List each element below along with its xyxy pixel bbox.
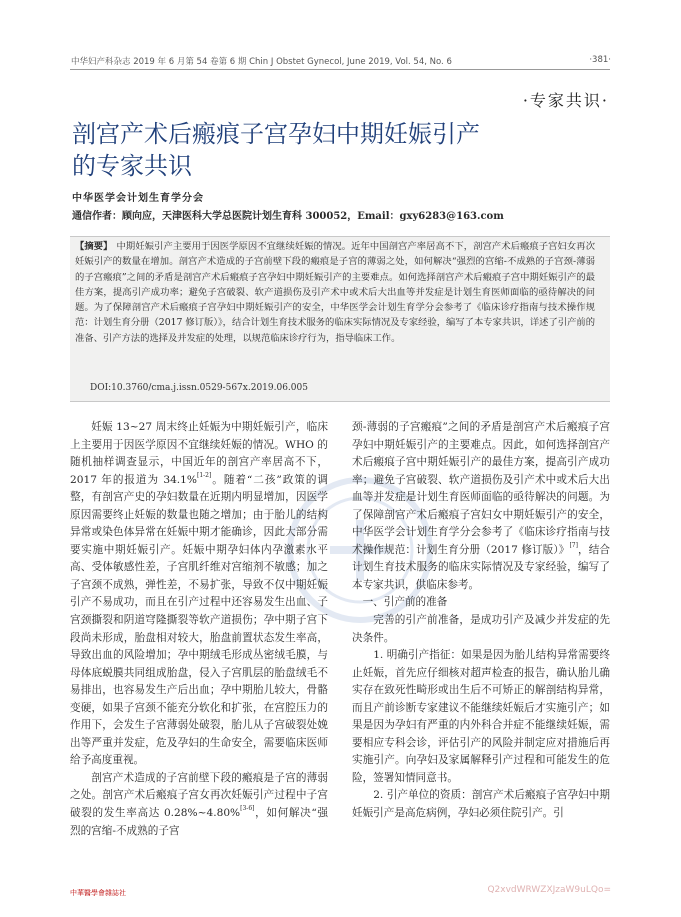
publisher-logo: 中華醫學會雜誌社 bbox=[70, 889, 126, 897]
author-group: 中华医学会计划生育学分会 bbox=[72, 193, 204, 204]
paragraph: 颈-薄弱的子宫瘢痕”之间的矛盾是剖宫产术后瘢痕子宫孕妇中期妊娠引产的主要难点。因此，如何选择剖宫产术后瘢痕子宫中期妊娠引产的最佳方案，提高引产成功率；避免子宫破裂、软产道损伤及引产术中或术后大出血等并发症是计划生育医师面临的亟待解决的问题。为了保障剖宫产术后瘢痕子宫妇女中期妊娠引产的安全，中华医学会计划生育学分会参考了《临床诊疗指南与技术操作规范：计划生育分册（2017 修订版）》[7]，结合计划生育技术服务的临床实际情况及专家经验，编写了本专家共识，供临床参考。 bbox=[352, 421, 611, 591]
paragraph: 完善的引产前准备，是成功引产及减少并发症的先决条件。 bbox=[352, 614, 610, 644]
paragraph: 2. 引产单位的资质：剖宫产术后瘢痕子宫孕妇中期妊娠引产是高危病例，孕妇必须住院引产。引 bbox=[352, 789, 610, 820]
body-column-left bbox=[70, 419, 328, 840]
abstract-label: 【摘要】 bbox=[75, 241, 113, 252]
correspondence-line: 通信作者：顾向应，天津医科大学总医院计划生育科 300052，Email：gxy6283@163.com bbox=[72, 211, 504, 222]
abstract-body: 中期妊娠引产主要用于因医学原因不宜继续妊娠的情况。近年中国剖宫产率居高不下，剖宫产术后瘢痕子宫妇女再次妊娠引产的数量在增加。剖宫产术造成的子宫前壁下段的瘢痕是子宫的薄弱之处，如何解决“强烈的宫缩-不成熟的子宫颈-薄弱的子宫瘢痕”之间的矛盾是剖宫产术后瘢痕子宫孕妇中期妊娠引产的主要难点。如何选择剖宫产术后瘢痕子宫中期妊娠引产的最佳方案，提高引产成功率；避免子宫破裂、软产道损伤及引产术中或术后大出血等并发症是计划生育医师面临的亟待解决的问题。为了保障剖宫产术后瘢痕子宫孕妇中期妊娠引产的安全，中华医学会计划生育学分会参考了《临床诊疗指南与技术操作规范：计划生育分册（2017 修订版）》，结合计划生育技术服务的临床实际情况及专家经验，编写了本专家共识，详述了引产前的准备、引产方法的选择及并发症的处理，以规范临床诊疗行为，指导临床工作。 bbox=[75, 241, 595, 344]
footer-code: Q2xvdWRWZXJzaW9uLQo= bbox=[487, 885, 611, 895]
article-title: 剖宫产术后瘢痕子宫孕妇中期妊娠引产的专家共识 bbox=[72, 120, 480, 180]
citation: [3-6] bbox=[240, 805, 255, 813]
abstract bbox=[75, 239, 595, 346]
paragraph: 妊娠 13~27 周末终止妊娠为中期妊娠引产，临床上主要用于因医学原因不宜继续妊娠的情况。WHO 的随机抽样调查显示，中国近年的剖宫产率居高不下，2017 年的报道为 34.1%[1-2]。随着“二孩”政策的调整，有剖宫产史的孕妇数量在近期内明显增加，因医学原因需要终止妊娠的数量也随之增加；由于胎儿的结构异常或染色体异常在妊娠中期才能确诊，因此大部分需要实施中期妊娠引产。妊娠中期孕妇体内孕激素水平高、受体敏感性差，子宫肌纤维对宫缩剂不敏感；加之子宫颈不成熟，弹性差，不易扩张，导致不仅中期妊娠引产不易成功，而且在引产过程中还容易发生出血、子宫颈撕裂和阴道穹隆撕裂等软产道损伤；孕中期子宫下段尚未形成，胎盘相对较大，胎盘前置状态发生率高，导致出血的风险增加；孕中期绒毛形成丛密绒毛膜，与母体底蜕膜共同组成胎盘，侵入子宫肌层的胎盘绒毛不易排出，也容易发生产后出血；孕中期胎儿较大，骨骼变硬，如果子宫颈不能充分软化和扩张，在宫腔压力的作用下，会发生子宫薄弱处破裂，胎儿从子宫破裂处娩出等严重并发症，危及孕妇的生命安全，需要临床医师给予高度重视。 bbox=[70, 421, 328, 767]
body-column-right bbox=[352, 419, 610, 823]
section-heading: 一、引产前的准备 bbox=[362, 596, 448, 609]
header-rule bbox=[70, 69, 610, 70]
citation: [7] bbox=[569, 541, 578, 549]
citation: [1-2] bbox=[196, 471, 212, 479]
column-label: ·专家共识· bbox=[522, 91, 609, 110]
running-head: 中华妇产科杂志 2019 年 6 月第 54 卷第 6 期 Chin J Obstet Gynecol, June 2019, Vol. 54, No. 6 bbox=[71, 57, 452, 67]
page-number: ·381· bbox=[589, 55, 611, 65]
paragraph: 剖宫产术造成的子宫前壁下段的瘢痕是子宫的薄弱之处。剖宫产术后瘢痕子宫女再次妊娠引产过程中子宫破裂的发生率高达 0.28%~4.80%[3-6]，如何解决“强烈的宫缩-不成熟的子宫 bbox=[70, 771, 328, 837]
doi: DOI:10.3760/cma.j.issn.0529-567x.2019.06.005 bbox=[90, 383, 308, 393]
paragraph: 1. 明确引产指征：如果是因为胎儿结构异常需要终止妊娠，首先应仔细核对超声检查的报告，确认胎儿确实存在致死性畸形或出生后不可矫正的解剖结构异常，而且产前诊断专家建议不能继续妊娠后才实施引产；如果是因为孕妇有严重的内外科合并症不能继续妊娠，需要相应专科会诊，评估引产的风险并制定应对措施后再实施引产。向孕妇及家属解释引产过程和可能发生的危险，签署知情同意书。 bbox=[352, 649, 610, 784]
